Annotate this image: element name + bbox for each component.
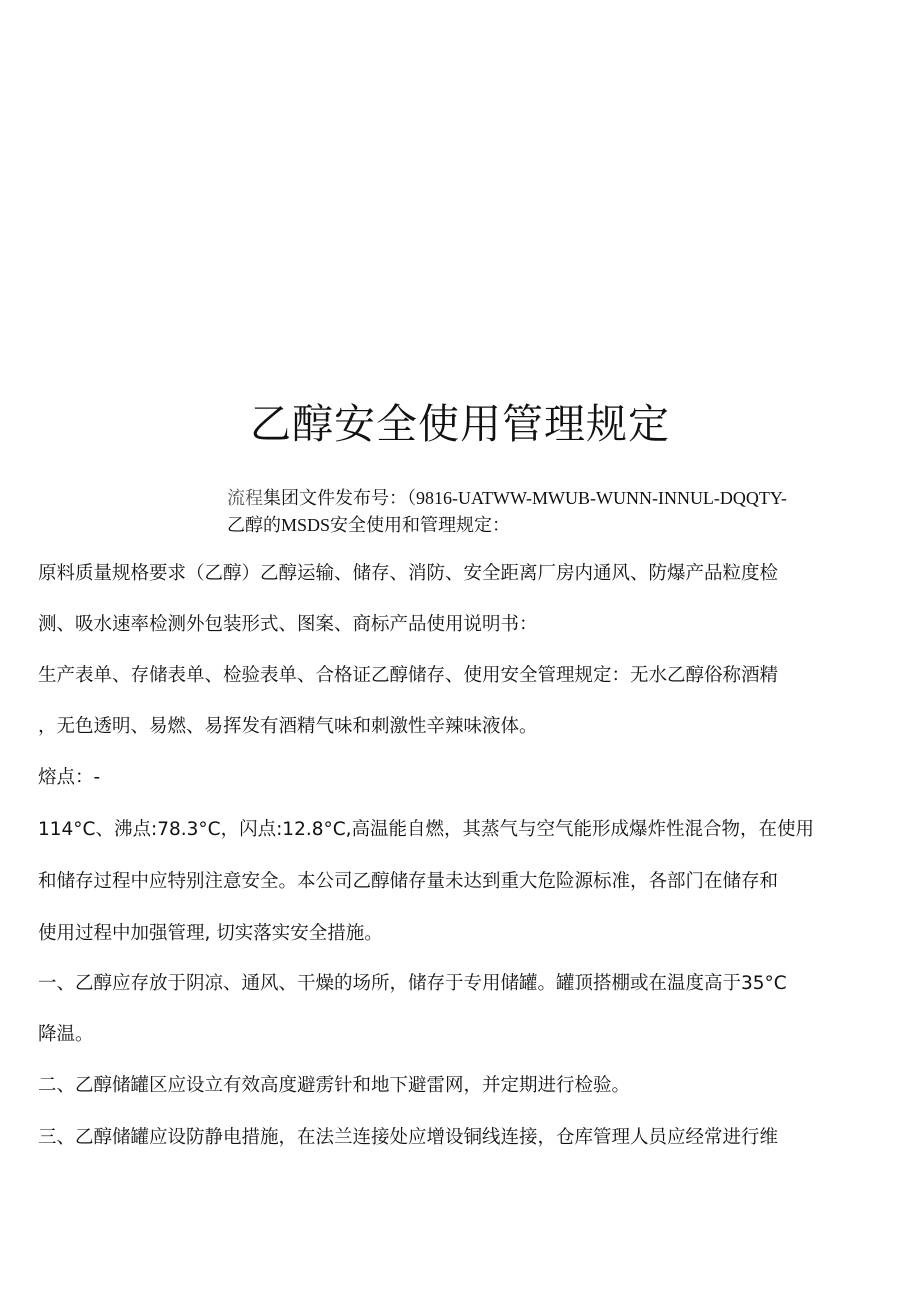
body-line-3: 生产表单、存储表单、检验表单、合格证乙醇储存、使用安全管理规定：无水乙醇俗称酒精: [38, 665, 779, 686]
document-number-line: [227, 484, 787, 513]
body-line-4: ，无色透明、易燃、易挥发有酒精气味和刺激性辛辣味液体。: [38, 716, 538, 737]
body-line-1: 原料质量规格要求（乙醇）乙醇运输、储存、消防、安全距离厂房内通风、防爆产品粒度检: [38, 563, 779, 584]
body-line-6: 114°C、沸点:78.3°C，闪点:12.8°C,高温能自燃，其蒸气与空气能形成爆炸性混合物，在使用: [38, 819, 815, 840]
body-line-2: 测、吸水速率检测外包装形式、图案、商标产品使用说明书：: [38, 614, 538, 635]
subtitle-part-c: 安全使用和管理规定：: [330, 515, 511, 536]
body-line-5: 熔点：-: [38, 767, 101, 788]
document-number-label: 集团文件发布号：（: [263, 488, 416, 509]
document-subtitle-line: [227, 511, 510, 540]
body-line-10: 降温。: [38, 1024, 94, 1045]
document-number-code: 9816-UATWW-MWUB-WUNN-INNUL-DQQTY-: [416, 488, 787, 508]
subtitle-msds: MSDS: [281, 515, 331, 535]
body-line-9: 一、乙醇应存放于阴凉、通风、干燥的场所，储存于专用储罐。罐顶搭棚或在温度高于35°C: [38, 973, 787, 994]
body-line-11: 二、乙醇储罐区应设立有效高度避雳针和地下避雷网，并定期进行检验。: [38, 1075, 631, 1096]
flow-prefix: 流程: [227, 488, 263, 509]
subtitle-part-a: 乙醇的: [227, 515, 281, 536]
document-title: 乙醇安全使用管理规定: [250, 400, 670, 448]
body-line-8: 使用过程中加强管理, 切实落实安全措施。: [38, 923, 383, 944]
body-line-7: 和储存过程中应特别注意安全。本公司乙醇储存量未达到重大危险源标准，各部门在储存和: [38, 871, 779, 892]
body-line-12: 三、乙醇储罐应设防静电措施，在法兰连接处应增设铜线连接，仓库管理人员应经常进行维: [38, 1127, 779, 1148]
